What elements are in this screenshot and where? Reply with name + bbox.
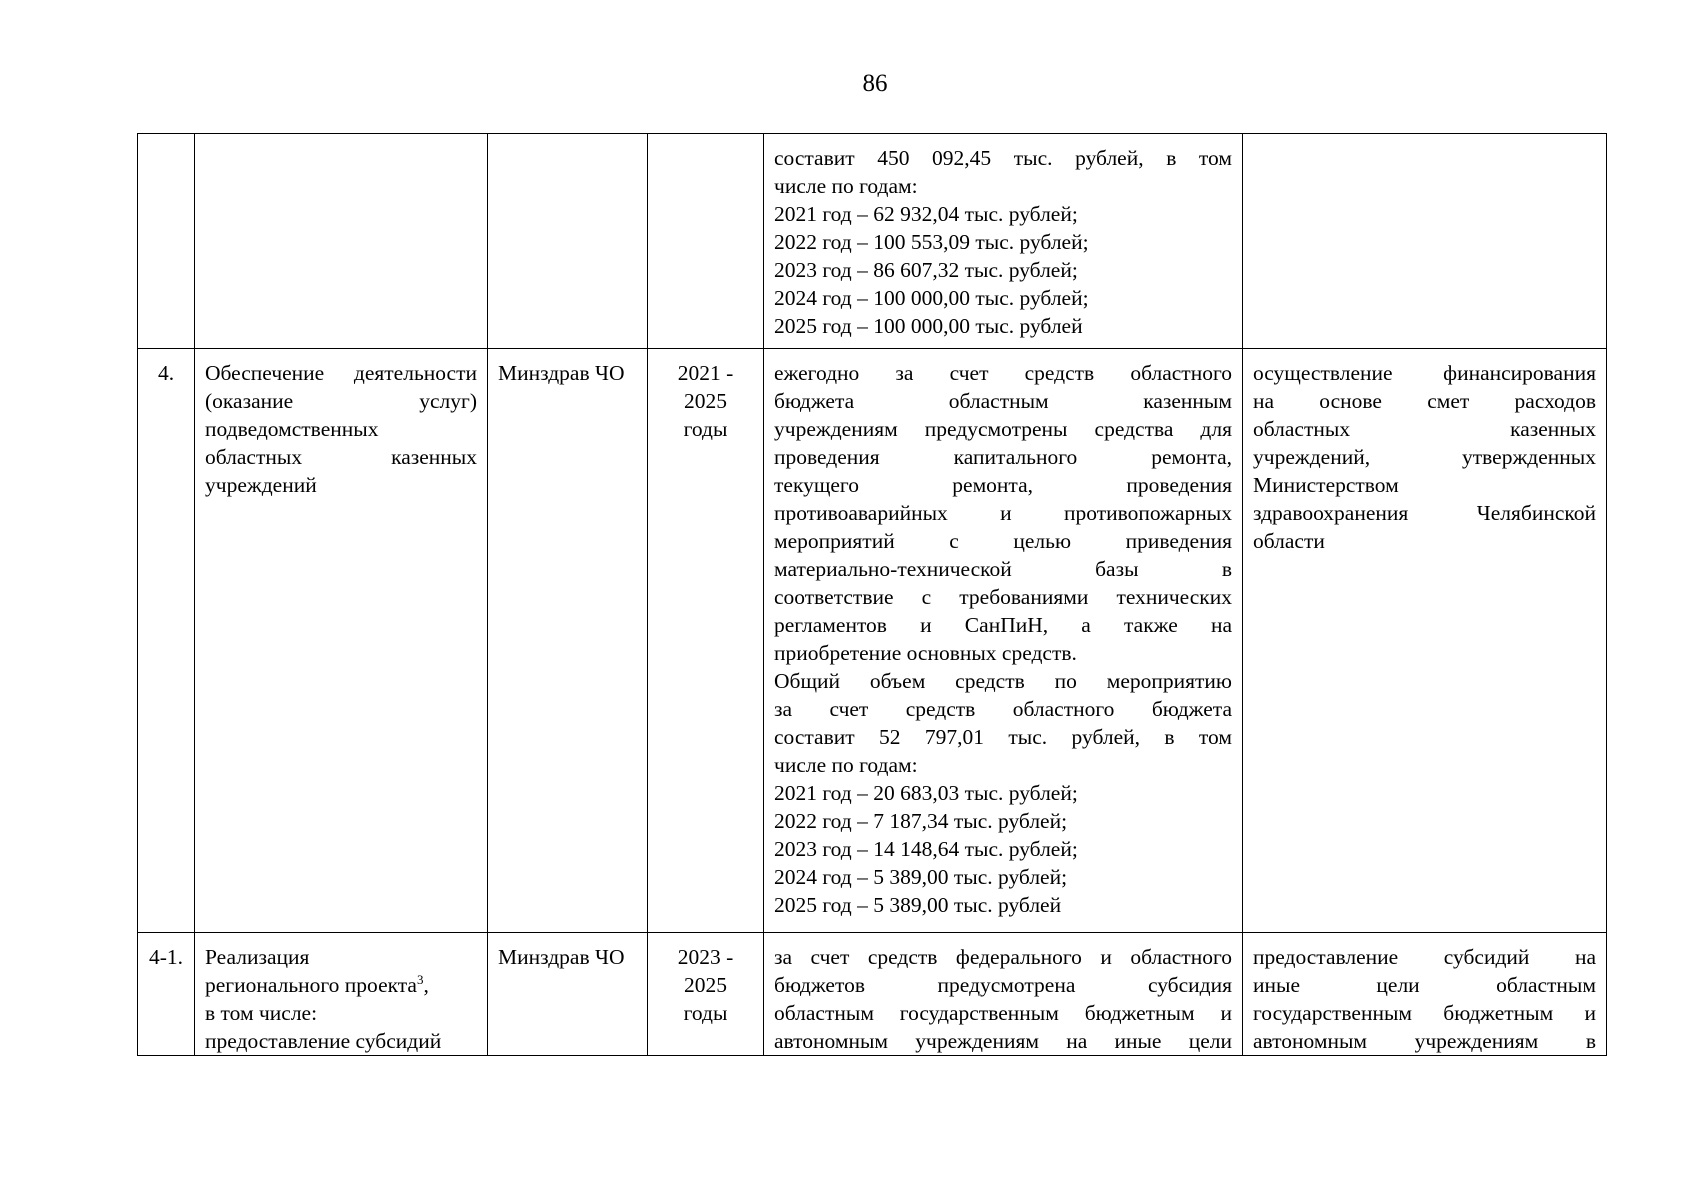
text-line [774, 284, 1232, 312]
text-line-content: 2022 год – 100 553,09 тыс. рублей; [774, 230, 1089, 254]
text-line [774, 611, 1232, 639]
text-line [774, 723, 1232, 751]
text-line [205, 415, 477, 443]
text-line-content: соответствие с требованиями технических [774, 585, 1232, 609]
text-line-content: государственным бюджетным и [1253, 1001, 1596, 1025]
text-line [1253, 471, 1596, 499]
text-line [205, 359, 477, 387]
period-line: 2023 - [677, 945, 734, 969]
text-line-content: предоставление субсидий [205, 1029, 442, 1053]
text-line [205, 1027, 477, 1055]
measures-table [137, 133, 1607, 1056]
result-cell [1243, 349, 1607, 933]
text-line [774, 835, 1232, 863]
period-line: 2025 [684, 973, 727, 997]
period-cell [648, 134, 764, 349]
text-line-content: числе по годам: [774, 753, 918, 777]
text-line-content: Обеспечение деятельности [205, 361, 477, 385]
text-line [774, 312, 1232, 340]
text-line [774, 695, 1232, 723]
text-line [774, 807, 1232, 835]
text-line-content: материально-технической базы в [774, 557, 1232, 581]
text-line-content: предоставление субсидий на [1253, 945, 1596, 969]
text-line-content: подведомственных [205, 417, 379, 441]
text-line [774, 971, 1232, 999]
text-line [774, 415, 1232, 443]
text-line [774, 863, 1232, 891]
text-line-content: ежегодно за счет средств областного [774, 361, 1232, 385]
executor-cell: Минздрав ЧО [488, 933, 648, 1056]
text-line [774, 144, 1232, 172]
text-line [205, 999, 477, 1027]
text-line-content: автономным учреждениям в [1253, 1029, 1596, 1053]
text-line-content: осуществление финансирования [1253, 361, 1596, 385]
period-cell [648, 349, 764, 933]
text-line-content: за счет средств федерального и областного [774, 945, 1232, 969]
text-line [1253, 387, 1596, 415]
text-line-content: бюджетов предусмотрена субсидия [774, 973, 1232, 997]
text-line [774, 172, 1232, 200]
text-line [205, 471, 477, 499]
period-line: годы [683, 1001, 728, 1025]
text-line-content: числе по годам: [774, 174, 918, 198]
text-line [774, 583, 1232, 611]
text-line-content: областных казенных [1253, 417, 1596, 441]
table-row [138, 349, 1607, 933]
text-line [205, 443, 477, 471]
text-line [774, 200, 1232, 228]
text-line [1253, 499, 1596, 527]
page-number: 86 [862, 70, 888, 97]
text-line [1253, 359, 1596, 387]
text-line-content: здравоохранения Челябинской [1253, 501, 1596, 525]
text-line [774, 779, 1232, 807]
text-line-content: текущего ремонта, проведения [774, 473, 1232, 497]
text-line-content: регламентов и СанПиН, а также на [774, 613, 1232, 637]
text-line [774, 999, 1232, 1027]
text-line-content: Общий объем средств по мероприятию [774, 669, 1232, 693]
result-cell [1243, 933, 1607, 1056]
executor-cell: Минздрав ЧО [488, 349, 648, 933]
text-line-content: учреждений, утвержденных [1253, 445, 1596, 469]
text-line-content: учреждений [205, 473, 317, 497]
text-line-content: 2025 год – 5 389,00 тыс. рублей [774, 893, 1062, 917]
text-line [1253, 999, 1596, 1027]
text-line-content: составит 450 092,45 тыс. рублей, в том [774, 146, 1232, 170]
text-line-content: проведения капитального ремонта, [774, 445, 1232, 469]
text-line [774, 639, 1232, 667]
text-line [1253, 971, 1596, 999]
period-line: 2025 [684, 389, 727, 413]
text-line [774, 527, 1232, 555]
text-line-content: противоаварийных и противопожарных [774, 501, 1232, 525]
text-line [774, 228, 1232, 256]
text-line [774, 667, 1232, 695]
text-line-content: за счет средств областного бюджета [774, 697, 1232, 721]
text-line [1253, 943, 1596, 971]
text-line-content: 2021 год – 20 683,03 тыс. рублей; [774, 781, 1078, 805]
text-line-content: области [1253, 529, 1325, 553]
footnote-marker: 3 [416, 971, 424, 987]
text-line-content: составит 52 797,01 тыс. рублей, в том [774, 725, 1232, 749]
text-line-content: приобретение основных средств. [774, 641, 1077, 665]
text-line [774, 891, 1232, 919]
text-line [205, 943, 477, 971]
text-line-content: 2024 год – 100 000,00 тыс. рублей; [774, 286, 1089, 310]
text-line-content: в том числе: [205, 1001, 318, 1025]
text-line-content: областным государственным бюджетным и [774, 1001, 1232, 1025]
text-line-content: Реализация [205, 945, 310, 969]
text-line-content: бюджета областным казенным [774, 389, 1232, 413]
text-line [774, 387, 1232, 415]
description-cell [764, 933, 1243, 1056]
text-line [205, 971, 477, 999]
result-cell [1243, 134, 1607, 349]
text-line [774, 943, 1232, 971]
text-line-content: автономным учреждениям на иные цели [774, 1029, 1232, 1053]
text-line [774, 499, 1232, 527]
text-line-content: на основе смет расходов [1253, 389, 1596, 413]
text-line [774, 256, 1232, 284]
measure-name-cell [195, 349, 488, 933]
row-number-cell: 4. [138, 349, 195, 933]
text-line [1253, 527, 1596, 555]
text-line-content: Министерством [1253, 473, 1399, 497]
text-line-content: 2023 год – 14 148,64 тыс. рублей; [774, 837, 1078, 861]
text-line [1253, 415, 1596, 443]
text-line [205, 387, 477, 415]
table-row [138, 134, 1607, 349]
punctuation: , [423, 973, 429, 997]
text-line [774, 471, 1232, 499]
description-cell [764, 349, 1243, 933]
text-line [774, 1027, 1232, 1055]
period-line: 2021 - [677, 361, 734, 385]
text-line-content: мероприятий с целью приведения [774, 529, 1232, 553]
text-line [774, 555, 1232, 583]
text-line-content: 2025 год – 100 000,00 тыс. рублей [774, 314, 1083, 338]
table-row [138, 933, 1607, 1056]
period-line: годы [683, 417, 728, 441]
description-cell [764, 134, 1243, 349]
text-line-content: областных казенных [205, 445, 477, 469]
row-number-cell: 4-1. [138, 933, 195, 1056]
executor-cell [488, 134, 648, 349]
text-line [774, 359, 1232, 387]
text-line-content: 2024 год – 5 389,00 тыс. рублей; [774, 865, 1068, 889]
text-line [774, 751, 1232, 779]
text-line-content: 2021 год – 62 932,04 тыс. рублей; [774, 202, 1078, 226]
text-line [1253, 443, 1596, 471]
text-line [774, 443, 1232, 471]
measure-name-cell [195, 134, 488, 349]
text-line-content: 2023 год – 86 607,32 тыс. рублей; [774, 258, 1078, 282]
text-line-content: (оказание услуг) [205, 389, 477, 413]
text-line-content: учреждениям предусмотрены средства для [774, 417, 1232, 441]
text-line-content: иные цели областным [1253, 973, 1596, 997]
measure-name-cell [195, 933, 488, 1056]
period-cell [648, 933, 764, 1056]
text-line-content: 2022 год – 7 187,34 тыс. рублей; [774, 809, 1068, 833]
text-line [1253, 1027, 1596, 1055]
row-number-cell [138, 134, 195, 349]
text-line-content: регионального проекта [205, 973, 417, 997]
